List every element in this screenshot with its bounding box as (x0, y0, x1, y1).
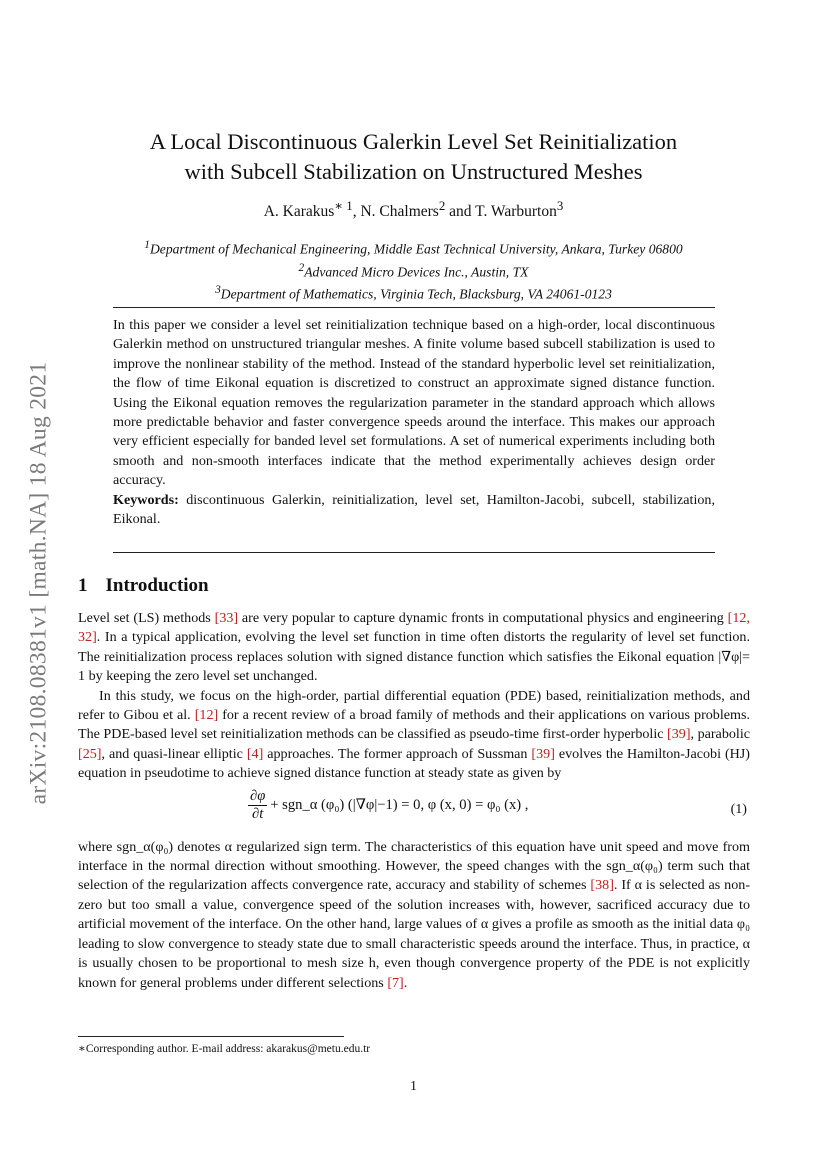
partial-derivative-fraction (248, 788, 267, 823)
p2-text-1: In this study, we focus on the high-order, partial differential equation (PDE) based, reinitialization methods, and refer to Gibou et al. (78, 687, 750, 724)
abstract-top-rule (113, 307, 715, 308)
p2-text-5: approaches. The former approach of Sussman (263, 745, 532, 762)
p3-text-2: . If α is selected as non-zero but too small a value, convergence speed of the solution increases with, however, sacrificed accuracy due to artificial movement of the interface. On the other hand, large values of α gives a profile as smooth as the initial data φ₀ leading to slow convergence to steady state due to small characteristic speeds around the interface. Thus, in practice, α is usually chosen to be proportional to mesh size h, even though convergence property of the PDE is not explicitly known for general problems under different selections (78, 877, 751, 991)
p2-text-6: evolves the Hamilton-Jacobi (HJ) equation in pseudotime to achieve signed distance function at steady state as given by (78, 745, 750, 782)
paragraph-3 (78, 838, 750, 993)
affiliation-1 (0, 236, 827, 259)
author-3-mark: 3 (556, 198, 564, 213)
body-text (78, 609, 750, 993)
affiliation-1-text: Department of Mechanical Engineering, Middle East Technical University, Ankara, Turkey 06800 (149, 241, 683, 257)
equation-body (248, 788, 528, 823)
author-list (0, 198, 827, 221)
abstract-bottom-rule (113, 552, 715, 553)
p3-text-1: where sgn_α(φ₀) denotes α regularized sign term. The characteristics of this equation have unit speed and move from interface in the normal direction without smoothing. However, the speed changes with the sgn_α(φ₀) term such that selection of the regularization affects convergence rate, accuracy and stability of schemes (78, 838, 750, 894)
title-line-2: with Subcell Stabilization on Unstructured Meshes (184, 159, 643, 184)
section-title: Introduction (105, 575, 209, 596)
p3-text-3: . (403, 974, 408, 991)
affiliations (0, 236, 827, 304)
keywords (113, 491, 715, 530)
footnote: ∗Corresponding author. E-mail address: akarakus@metu.edu.tr (78, 1043, 371, 1055)
p1-text-3: . In a typical application, evolving the level set function in time often distorts the regularity of level set function. The reinitialization process replaces solution with signed distance function which satisfies the Eikonal equation |∇φ|= 1 by keeping the zero level set unchanged. (78, 629, 750, 685)
affiliation-3 (0, 281, 827, 304)
author-2-mark: 2 (438, 198, 446, 213)
citation-link[interactable]: [7] (387, 974, 404, 991)
equation-rest: + sgn_α (φ₀) (|∇φ|−1) = 0, φ (x, 0) = φ₀ (x) , (270, 796, 529, 813)
affiliation-1-mark: 1 (144, 239, 150, 251)
citation-link[interactable]: [38] (590, 877, 614, 894)
arxiv-identifier: arXiv:2108.08381v1 [math.NA] 18 Aug 2021 (25, 361, 52, 805)
citation-link[interactable]: [4] (246, 745, 264, 762)
citation-link[interactable]: [33] (214, 610, 239, 626)
citation-link[interactable]: [25] (78, 745, 102, 762)
citation-link[interactable]: [12, 32] (78, 610, 750, 646)
citation-link[interactable]: [12] (194, 707, 219, 724)
equation-1 (78, 784, 750, 838)
keywords-text: discontinuous Galerkin, reinitialization, level set, Hamilton-Jacobi, subcell, stabilization, Eikonal. (113, 491, 715, 528)
author-1-mark: ∗ 1 (334, 198, 353, 213)
affiliation-2 (0, 259, 827, 282)
citation-link[interactable]: [39] (667, 726, 691, 743)
footnote-rule (78, 1036, 344, 1037)
affiliation-3-mark: 3 (215, 284, 221, 297)
title-line-1: A Local Discontinuous Galerkin Level Set Reinitialization (149, 129, 678, 154)
p2-text-2: for a recent review of a broad family of methods and their applications on various problems. The PDE-based level set reinitialization methods can be classified as pseudo-time first-order hyperbolic (78, 707, 750, 743)
keywords-label: Keywords: (113, 491, 179, 508)
p1-text-2: are very popular to capture dynamic fronts in computational physics and engineering (238, 610, 728, 626)
p1-text-1: Level set (LS) methods (78, 610, 215, 626)
abstract-text: In this paper we consider a level set reinitialization technique based on a high-order, local discontinuous Galerkin method on unstructured triangular meshes. A finite volume based subcell stabilization is used to improve the nonlinear stability of the method. Instead of the standard hyperbolic level set reinitialization, the flow of time Eikonal equation is discretized to construct an approximate signed distance function. Using the Eikonal equation removes the regularization parameter in the standard approach which allows more predictable behavior and faster convergence speeds around the interface. This makes our approach very efficient especially for banded level set formulations. A set of numerical experiments including both smooth and non-smooth interfaces indicate that the method experimentally achieves design order accuracy. (113, 317, 715, 489)
p2-text-4: , and quasi-linear elliptic (101, 745, 247, 762)
fraction-denominator: ∂t (252, 805, 264, 822)
equation-number: (1) (730, 800, 747, 817)
page-number: 1 (410, 1079, 417, 1094)
author-1: A. Karakus (263, 203, 335, 221)
fraction-numerator: ∂φ (250, 787, 266, 804)
author-2: , N. Chalmers (352, 203, 439, 221)
section-heading (78, 575, 209, 597)
section-number: 1 (78, 575, 88, 596)
affiliation-3-text: Department of Mathematics, Virginia Tech, Blacksburg, VA 24061-0123 (220, 286, 612, 302)
paragraph-2 (78, 687, 750, 784)
paper-title (0, 127, 827, 187)
p2-text-3: , parabolic (690, 726, 750, 743)
paragraph-1 (78, 609, 750, 687)
abstract (113, 316, 715, 529)
affiliation-2-mark: 2 (298, 261, 305, 274)
author-3: and T. Warburton (445, 203, 557, 221)
citation-link[interactable]: [39] (531, 745, 555, 762)
affiliation-2-text: Advanced Micro Devices Inc., Austin, TX (304, 264, 529, 280)
